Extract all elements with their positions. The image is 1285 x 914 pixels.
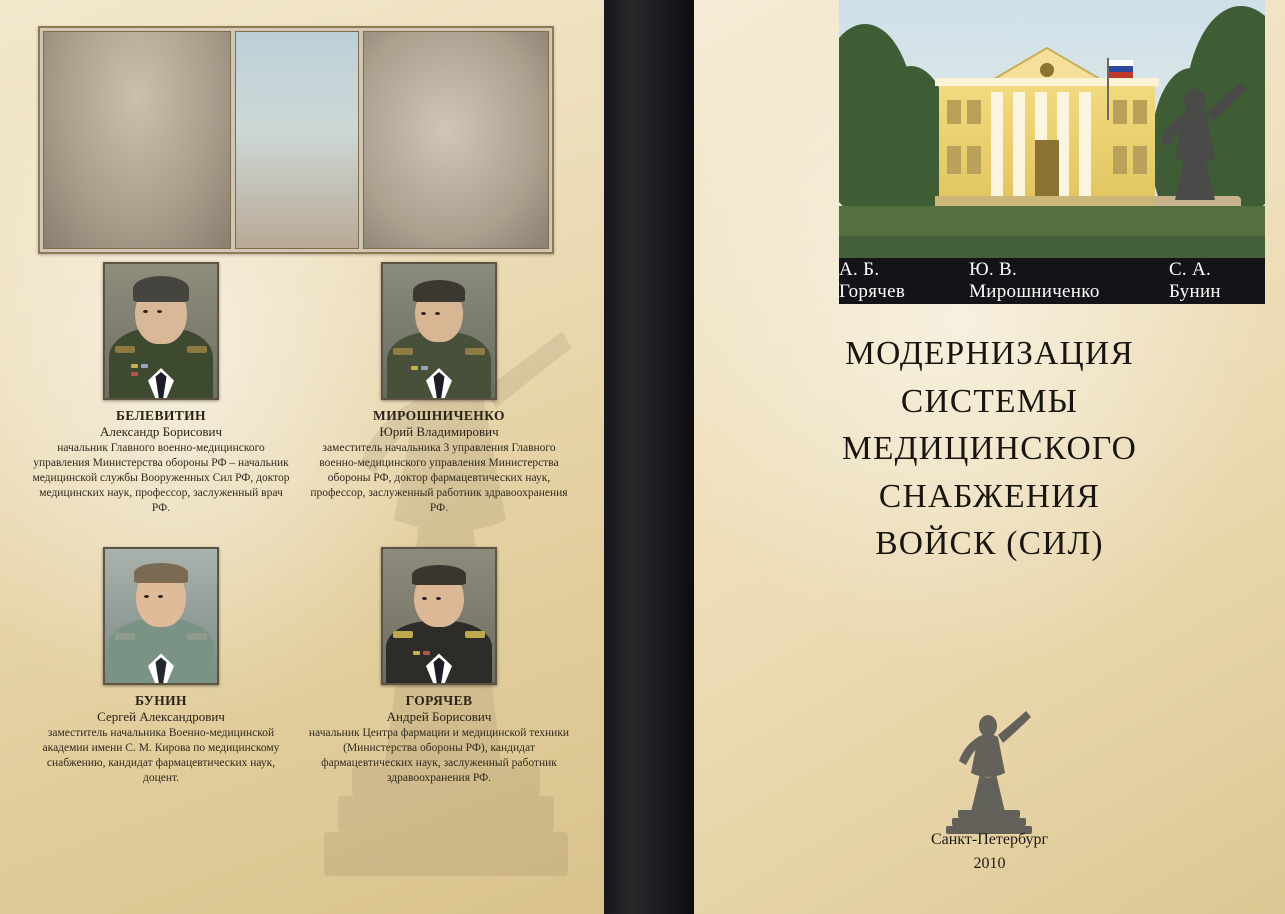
title-line-4: СНАБЖЕНИЯ — [878, 477, 1101, 515]
author-description: начальник Центра фармации и медицинской техники (Министерства обороны РФ), кандидат фармацевтических наук, заслуженный работник здравоохранения РФ. — [308, 727, 570, 785]
imprint-year: 2010 — [973, 855, 1006, 872]
author-card-goryachev — [308, 547, 570, 786]
title-line-5: ВОЙСК (СИЛ) — [875, 525, 1104, 563]
front-cover-photo — [839, 0, 1265, 258]
relief-panel-soldiers — [43, 31, 231, 249]
author-row-1 — [30, 262, 570, 525]
title-line-1: МОДЕРНИЗАЦИЯ — [845, 335, 1134, 372]
author-surname: МИРОШНИЧЕНКО — [373, 408, 505, 423]
imprint-city: Санкт-Петербург — [930, 831, 1049, 848]
author-surname: ГОРЯЧЕВ — [405, 693, 473, 709]
front-cover — [694, 0, 1285, 914]
author-given-name: Сергей Александрович — [97, 708, 225, 724]
front-author-3: С. А. Бунин — [1168, 259, 1221, 302]
author-given-name: Александр Борисович — [100, 423, 222, 439]
academy-building-photo-icon — [839, 0, 1265, 258]
author-card-belevitin — [30, 262, 292, 515]
imprint-block — [694, 828, 1285, 876]
author-given-name: Андрей Борисович — [386, 708, 492, 724]
author-description: заместитель начальника 3 управления Главного военно-медицинского управления Министерства обороны РФ, доктор фармацевтических наук, профессор, заслуженный работник здравоохранения РФ. — [310, 441, 568, 514]
title-line-2: СИСТЕМЫ — [900, 382, 1079, 420]
author-surname: БЕЛЕВИТИН — [116, 408, 206, 423]
back-authors-list — [30, 262, 570, 796]
author-description: заместитель начальника Военно-медицинской академии имени С. М. Кирова по медицинскому снабжению, кандидат фармацевтических наук, доцент. — [42, 727, 280, 785]
publisher-statue-icon — [930, 704, 1050, 834]
author-description: начальник Главного военно-медицинского управления Министерства обороны РФ – начальник медицинской службы Вооруженных Сил РФ, доктор медицинских наук, профессор, заслуженный врач РФ. — [32, 441, 290, 514]
relief-images-strip — [38, 26, 554, 254]
relief-panel-battle-scene — [363, 31, 549, 249]
book-title — [694, 330, 1285, 568]
front-author-1: А. Б. Горячев — [839, 259, 906, 302]
front-authors-bar — [839, 258, 1265, 304]
author-photo-belevitin — [103, 262, 219, 400]
author-photo-goryachev — [381, 547, 497, 685]
title-line-3: МЕДИЦИНСКОГО — [841, 430, 1138, 468]
author-card-miroshnichenko — [308, 262, 570, 515]
front-author-2: Ю. В. Мирошниченко — [969, 259, 1100, 302]
author-row-2 — [30, 547, 570, 796]
book-spine — [604, 0, 694, 914]
relief-panel-monument — [235, 31, 359, 249]
author-photo-bunin — [103, 547, 219, 685]
author-surname: БУНИН — [135, 693, 187, 709]
author-given-name: Юрий Владимирович — [379, 423, 499, 439]
author-card-bunin — [30, 547, 292, 786]
author-photo-miroshnichenko — [381, 262, 497, 400]
back-cover — [0, 0, 604, 914]
